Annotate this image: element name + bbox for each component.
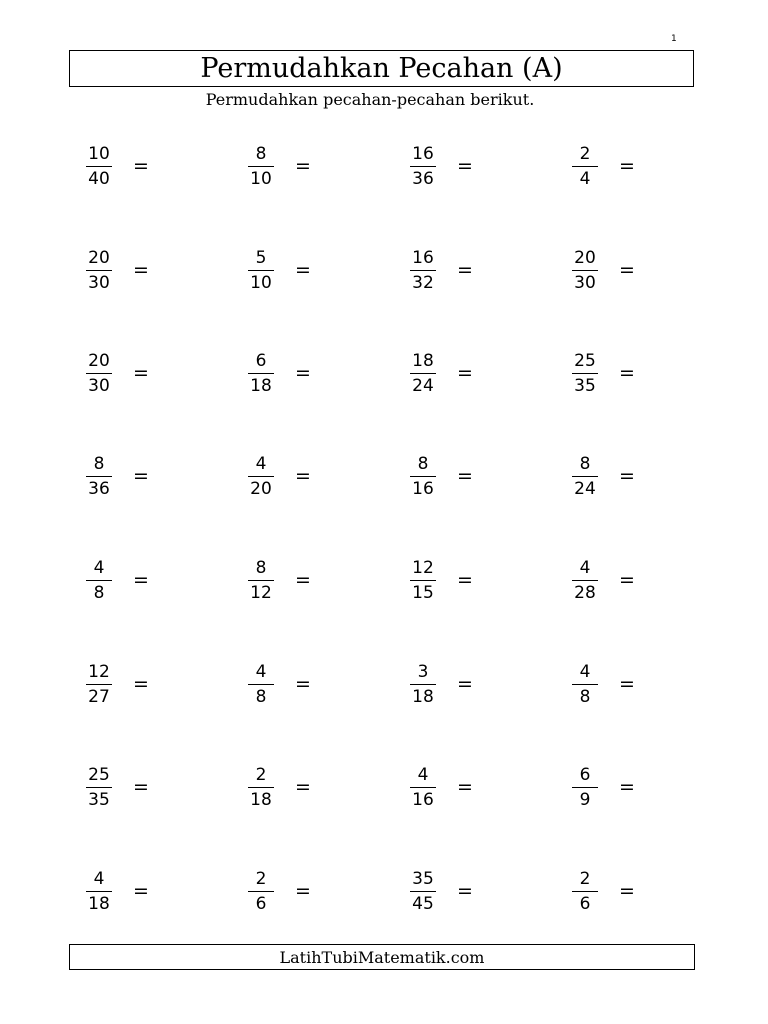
denominator: 6 [579, 893, 591, 914]
fraction-problem [86, 658, 149, 710]
fraction [248, 765, 274, 810]
numerator: 8 [417, 453, 429, 474]
fraction [248, 558, 274, 603]
equals-sign: = [619, 880, 635, 902]
fraction-problem [248, 450, 311, 502]
fraction-bar [410, 580, 436, 581]
denominator: 32 [412, 272, 434, 293]
numerator: 16 [412, 143, 434, 164]
numerator: 4 [255, 661, 267, 682]
numerator: 3 [417, 661, 429, 682]
fraction [410, 869, 436, 914]
fraction-bar [410, 476, 436, 477]
numerator: 20 [574, 247, 596, 268]
fraction-problem [248, 347, 311, 399]
fraction-problem [86, 554, 149, 606]
equals-sign: = [133, 673, 149, 695]
equals-sign: = [619, 569, 635, 591]
fraction [410, 454, 436, 499]
fraction-problem [410, 347, 473, 399]
equals-sign: = [457, 465, 473, 487]
denominator: 40 [88, 168, 110, 189]
fraction-problem [572, 658, 635, 710]
fraction-bar [248, 891, 274, 892]
denominator: 18 [412, 686, 434, 707]
denominator: 27 [88, 686, 110, 707]
equals-sign: = [295, 569, 311, 591]
fraction [86, 765, 112, 810]
numerator: 12 [412, 557, 434, 578]
fraction-problem [410, 450, 473, 502]
fraction-bar [572, 270, 598, 271]
equals-sign: = [133, 776, 149, 798]
numerator: 6 [255, 350, 267, 371]
fraction-bar [86, 166, 112, 167]
fraction-bar [248, 166, 274, 167]
fraction [572, 144, 598, 189]
equals-sign: = [457, 880, 473, 902]
equals-sign: = [295, 155, 311, 177]
fraction-problem [572, 554, 635, 606]
fraction [248, 662, 274, 707]
numerator: 4 [93, 868, 105, 889]
fraction-problem [86, 140, 149, 192]
fraction-bar [410, 166, 436, 167]
fraction-problem [410, 140, 473, 192]
equals-sign: = [295, 259, 311, 281]
denominator: 35 [574, 375, 596, 396]
equals-sign: = [457, 155, 473, 177]
numerator: 2 [579, 868, 591, 889]
fraction [410, 662, 436, 707]
fraction-bar [248, 580, 274, 581]
equals-sign: = [295, 880, 311, 902]
numerator: 25 [88, 764, 110, 785]
denominator: 12 [250, 582, 272, 603]
equals-sign: = [619, 362, 635, 384]
fraction-bar [248, 476, 274, 477]
fraction [248, 248, 274, 293]
numerator: 4 [417, 764, 429, 785]
fraction [410, 558, 436, 603]
denominator: 6 [255, 893, 267, 914]
denominator: 36 [412, 168, 434, 189]
equals-sign: = [295, 776, 311, 798]
equals-sign: = [457, 776, 473, 798]
fraction-bar [572, 373, 598, 374]
denominator: 16 [412, 789, 434, 810]
fraction-bar [410, 270, 436, 271]
denominator: 30 [88, 375, 110, 396]
denominator: 10 [250, 272, 272, 293]
fraction [572, 558, 598, 603]
denominator: 30 [88, 272, 110, 293]
equals-sign: = [457, 259, 473, 281]
fraction-bar [248, 684, 274, 685]
numerator: 8 [255, 557, 267, 578]
fraction-problem [86, 865, 149, 917]
fraction [86, 351, 112, 396]
fraction [86, 662, 112, 707]
equals-sign: = [619, 155, 635, 177]
equals-sign: = [619, 673, 635, 695]
footer-text: LatihTubiMatematik.com [279, 947, 485, 967]
denominator: 16 [412, 478, 434, 499]
denominator: 4 [579, 168, 591, 189]
denominator: 8 [579, 686, 591, 707]
equals-sign: = [295, 673, 311, 695]
denominator: 20 [250, 478, 272, 499]
numerator: 4 [579, 661, 591, 682]
fraction [86, 454, 112, 499]
numerator: 5 [255, 247, 267, 268]
denominator: 8 [93, 582, 105, 603]
equals-sign: = [133, 362, 149, 384]
fraction-problem [572, 347, 635, 399]
fraction [248, 869, 274, 914]
fraction [86, 869, 112, 914]
fraction [86, 558, 112, 603]
denominator: 30 [574, 272, 596, 293]
denominator: 15 [412, 582, 434, 603]
numerator: 12 [88, 661, 110, 682]
fraction-bar [410, 787, 436, 788]
fraction-problem [572, 761, 635, 813]
fraction-problem [572, 450, 635, 502]
denominator: 36 [88, 478, 110, 499]
page-number: 1 [671, 34, 677, 44]
denominator: 18 [88, 893, 110, 914]
equals-sign: = [133, 155, 149, 177]
fraction-bar [248, 270, 274, 271]
numerator: 20 [88, 350, 110, 371]
fraction-bar [572, 787, 598, 788]
equals-sign: = [133, 465, 149, 487]
equals-sign: = [295, 465, 311, 487]
numerator: 6 [579, 764, 591, 785]
numerator: 8 [579, 453, 591, 474]
equals-sign: = [619, 776, 635, 798]
fraction-problem [410, 554, 473, 606]
fraction-problem [410, 865, 473, 917]
fraction-problem [86, 761, 149, 813]
fraction-problem [86, 244, 149, 296]
fraction [572, 248, 598, 293]
fraction-problem [572, 244, 635, 296]
fraction [572, 869, 598, 914]
numerator: 2 [255, 764, 267, 785]
fraction [86, 144, 112, 189]
numerator: 4 [255, 453, 267, 474]
equals-sign: = [457, 569, 473, 591]
numerator: 18 [412, 350, 434, 371]
numerator: 20 [88, 247, 110, 268]
denominator: 9 [579, 789, 591, 810]
numerator: 8 [255, 143, 267, 164]
fraction-problem [248, 658, 311, 710]
numerator: 16 [412, 247, 434, 268]
fraction-problem [248, 761, 311, 813]
page-title: Permudahkan Pecahan (A) [200, 53, 563, 84]
numerator: 2 [255, 868, 267, 889]
denominator: 18 [250, 789, 272, 810]
equals-sign: = [619, 259, 635, 281]
fraction [86, 248, 112, 293]
fraction-bar [86, 891, 112, 892]
fraction-problem [248, 140, 311, 192]
fraction [248, 454, 274, 499]
fraction [572, 765, 598, 810]
fraction-problem [410, 761, 473, 813]
equals-sign: = [619, 465, 635, 487]
fraction-problem [572, 140, 635, 192]
fraction-bar [248, 373, 274, 374]
fraction-problem [248, 244, 311, 296]
fraction [572, 662, 598, 707]
denominator: 24 [412, 375, 434, 396]
fraction-bar [86, 373, 112, 374]
fraction-problem [410, 658, 473, 710]
fraction-bar [572, 684, 598, 685]
equals-sign: = [133, 259, 149, 281]
fraction-bar [86, 580, 112, 581]
fraction [410, 351, 436, 396]
fraction-bar [248, 787, 274, 788]
denominator: 10 [250, 168, 272, 189]
numerator: 4 [579, 557, 591, 578]
equals-sign: = [295, 362, 311, 384]
fraction-bar [410, 373, 436, 374]
denominator: 28 [574, 582, 596, 603]
fraction-problem [86, 347, 149, 399]
numerator: 25 [574, 350, 596, 371]
fraction-bar [572, 476, 598, 477]
fraction-bar [410, 891, 436, 892]
fraction [572, 351, 598, 396]
numerator: 10 [88, 143, 110, 164]
fraction-bar [86, 787, 112, 788]
fraction-bar [572, 891, 598, 892]
equals-sign: = [457, 362, 473, 384]
numerator: 35 [412, 868, 434, 889]
fraction [248, 144, 274, 189]
fraction-problem [572, 865, 635, 917]
fraction-problem [248, 554, 311, 606]
fraction-bar [410, 684, 436, 685]
denominator: 24 [574, 478, 596, 499]
fraction-problem [410, 244, 473, 296]
instruction-text: Permudahkan pecahan-pecahan berikut. [205, 90, 535, 109]
fraction-bar [86, 684, 112, 685]
fraction-bar [572, 580, 598, 581]
equals-sign: = [133, 880, 149, 902]
fraction-bar [86, 270, 112, 271]
fraction [410, 765, 436, 810]
equals-sign: = [457, 673, 473, 695]
fraction-problem [248, 865, 311, 917]
fraction [248, 351, 274, 396]
numerator: 8 [93, 453, 105, 474]
equals-sign: = [133, 569, 149, 591]
numerator: 4 [93, 557, 105, 578]
denominator: 45 [412, 893, 434, 914]
numerator: 2 [579, 143, 591, 164]
fraction [410, 144, 436, 189]
fraction-problem [86, 450, 149, 502]
denominator: 8 [255, 686, 267, 707]
footer-box [69, 944, 695, 970]
fraction-bar [86, 476, 112, 477]
fraction-bar [572, 166, 598, 167]
fraction [410, 248, 436, 293]
denominator: 18 [250, 375, 272, 396]
fraction [572, 454, 598, 499]
denominator: 35 [88, 789, 110, 810]
